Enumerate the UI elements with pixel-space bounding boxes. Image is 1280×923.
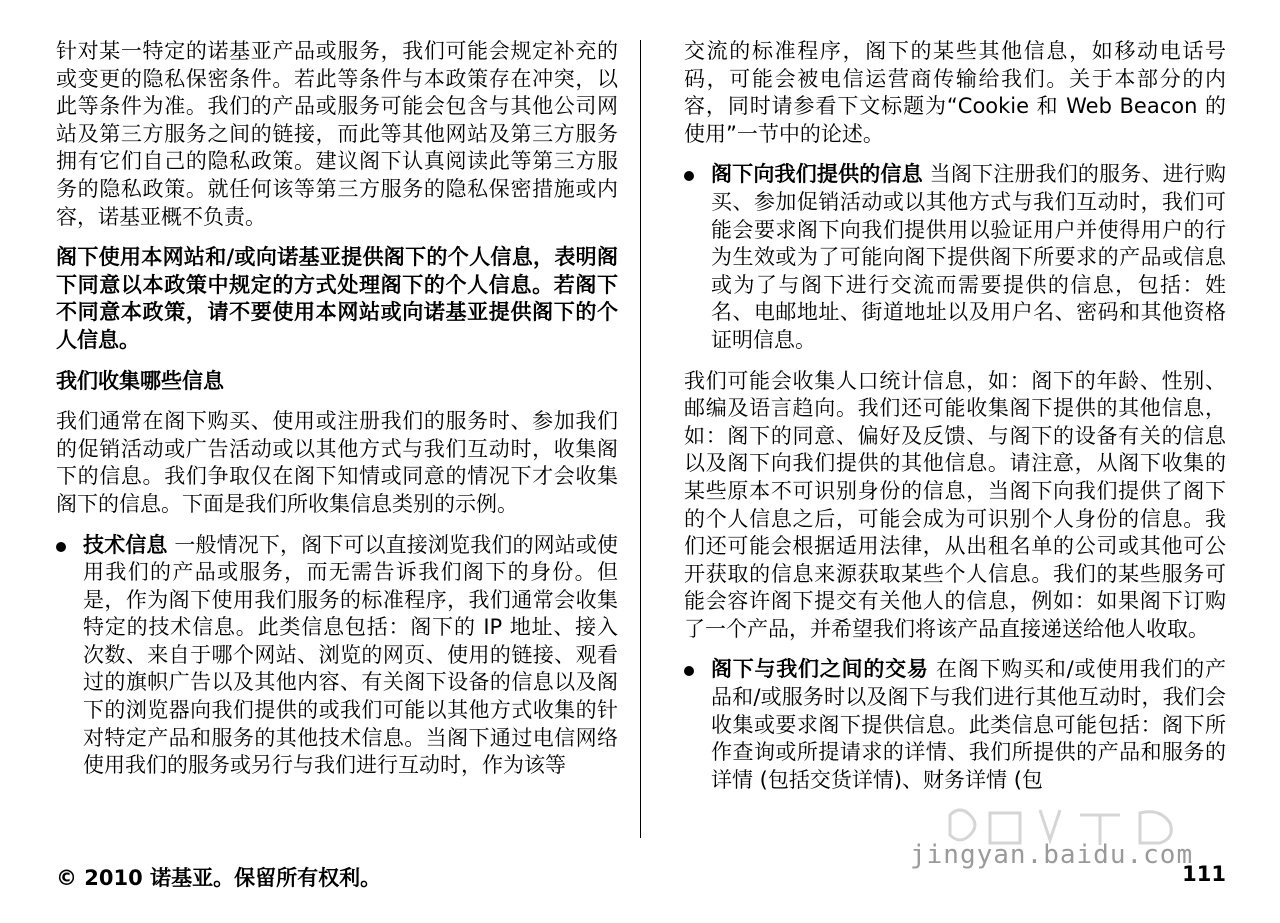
continued-paragraph: 交流的标准程序，阁下的某些其他信息，如移动电话号码，可能会被电信运营商传输给我们。关于本部分的内容，同时请参看下文标题为“Cookie 和 Web Beacon 的使用”一节中的论述。 xyxy=(684,39,1226,146)
intro-paragraph: 针对某一特定的诺基亚产品或服务，我们可能会规定补充的或变更的隐私保密条件。若此等条件与本政策存在冲突，以此等条件为准。我们的产品或服务可能会包含与其他公司网站及第三方服务之间的链接，而此等其他网站及第三方服务拥有它们自己的隐私政策。建议阁下认真阅读此等第三方服务的隐私政策。就任何该等第三方服务的隐私保密措施或内容，诺基亚概不负责。 xyxy=(56,39,618,229)
page-number: 111 xyxy=(1182,862,1226,886)
watermark-text: jingyan.baidu.com xyxy=(910,840,1194,870)
left-column xyxy=(56,38,618,793)
right-column xyxy=(684,38,1226,807)
bullet-term: 阁下与我们之间的交易 xyxy=(711,657,929,682)
bullet-term: 技术信息 xyxy=(83,532,168,557)
bullet-dot-icon xyxy=(56,542,66,552)
column-divider xyxy=(640,40,641,838)
copyright: © 2010 诺基亚。保留所有权利。 xyxy=(56,866,382,890)
bullet-text: 当阁下注册我们的服务、进行购买、参加促销活动或以其他方式与我们互动时，我们可能会要求阁下向我们提供用以验证用户并使得用户的行为生效或为了可能向阁下提供阁下所要求的产品或信息或为了与阁下进行交流而需要提供的信息，包括：姓名、电邮地址、街道地址以及用户名、密码和其他资格证明信息。 xyxy=(711,162,1226,352)
bullet-term: 阁下向我们提供的信息 xyxy=(711,162,923,187)
bullet-text: 一般情况下，阁下可以直接浏览我们的网站或使用我们的产品或服务，而无需告诉我们阁下的身份。但是，作为阁下使用我们服务的标准程序，我们通常会收集特定的技术信息。此类信息包括：阁下的 IP 地址、接入次数、来自于哪个网站、浏览的网页、使用的链接、观看过的旗帜广告以及其他内容、有关阁下设备的信息以及阁下的浏览器向我们提供的或我们可能以其他方式收集的针对特定产品和服务的其他技术信息。当阁下通过电信网络使用我们的服务或另行与我们进行互动时，作为该等 xyxy=(83,532,618,778)
consent-paragraph: 阁下使用本网站和/或向诺基亚提供阁下的个人信息，表明阁下同意以本政策中规定的方式处理阁下的个人信息。若阁下不同意本政策，请不要使用本网站或向诺基亚提供阁下的个人信息。 xyxy=(56,245,618,352)
bullet-info-you-provide xyxy=(684,161,1226,354)
bullet-technical-info xyxy=(56,532,618,780)
collection-paragraph: 我们通常在阁下购买、使用或注册我们的服务时、参加我们的促销活动或广告活动或以其他方式与我们互动时，收集阁下的信息。我们争取仅在阁下知情或同意的情况下才会收集阁下的信息。下面是我们所收集信息类别的示例。 xyxy=(56,409,618,516)
bullet-dot-icon xyxy=(684,171,694,181)
bullet-dot-icon xyxy=(684,666,694,676)
section-heading: 我们收集哪些信息 xyxy=(56,368,224,393)
bullet-transactions xyxy=(684,656,1226,794)
demographic-paragraph: 我们可能会收集人口统计信息，如：阁下的年龄、性别、邮编及语言趋向。我们还可能收集阁下提供的其他信息，如：阁下的同意、偏好及反馈、与阁下的设备有关的信息以及阁下向我们提供的其他信息。请注意，从阁下收集的某些原本不可识别身份的信息，当阁下向我们提供了阁下的个人信息之后，可能会成为可识别个人身份的信息。我们还可能会根据适用法律，从出租名单的公司或其他可公开获取的信息来源获取某些个人信息。我们的某些服务可能会容许阁下提交有关他人的信息，例如：如果阁下订购了一个产品，并希望我们将该产品直接递送给他人收取。 xyxy=(684,368,1226,641)
bullet-text: 在阁下购买和/或使用我们的产品和/或服务时以及阁下与我们进行其他互动时，我们会收集或要求阁下提供信息。此类信息可能包括：阁下所作查询或所提请求的详情、我们所提供的产品和服务的详情 (包括交货详情)、财务详情 (包 xyxy=(711,657,1227,792)
